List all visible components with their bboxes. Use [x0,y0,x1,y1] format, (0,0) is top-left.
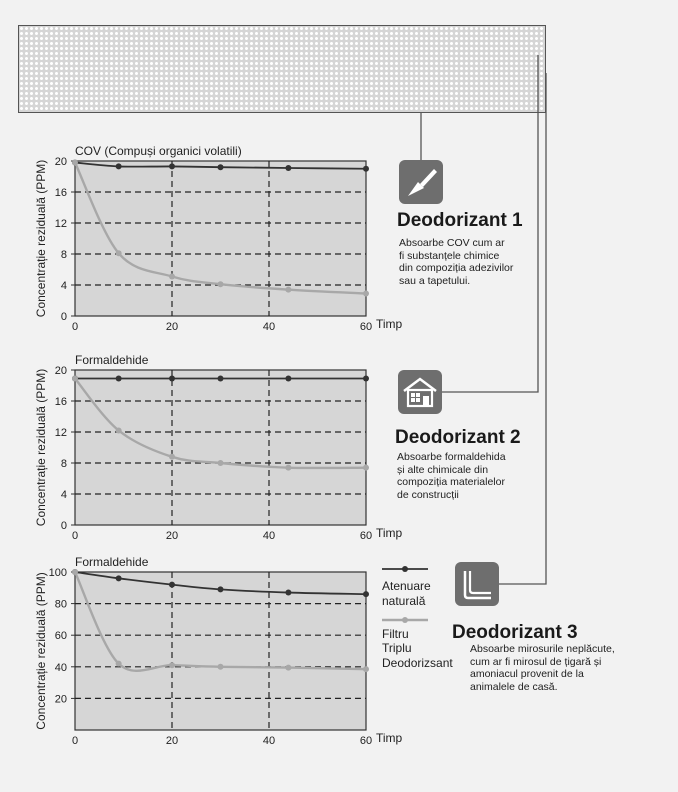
legend-marker-filter [402,617,408,623]
connector-line-3 [499,73,546,584]
x-tick-label: 60 [359,530,373,542]
y-tick-label: 60 [54,630,67,643]
legend-label-filter: Deodorizsant [382,656,453,670]
description-line: fi substanțele chimice [399,249,500,262]
data-point-filter [218,460,224,466]
data-point-filter [363,465,369,471]
data-point-natural [218,376,224,382]
sofa-icon [455,562,499,606]
x-tick-label: 40 [262,530,276,542]
x-tick-label: 20 [165,735,179,747]
data-point-filter [169,273,175,279]
legend-marker-natural [402,566,408,572]
y-tick-label: 8 [60,249,67,261]
y-tick-label: 12 [54,427,67,439]
data-point-natural [169,163,175,169]
legend-label-filter: Filtru [382,627,409,641]
y-tick-label: 20 [54,156,67,168]
chart-title: Formaldehide [75,353,149,367]
legend-label-natural: naturală [382,594,426,608]
chart-title: Formaldehide [75,555,149,569]
y-tick-label: 4 [60,280,67,292]
x-tick-label: 60 [359,735,373,747]
data-point-filter [363,666,369,672]
data-point-filter [116,427,122,433]
deodorizer-2-icon-box [398,370,442,414]
data-point-filter [169,662,175,668]
y-tick-label: 40 [54,661,67,674]
x-tick-label: 20 [165,321,179,333]
deodorizer-1-description [399,237,513,287]
data-point-filter [116,250,122,256]
description-line: de construcții [397,488,459,501]
data-point-filter [169,454,175,460]
spatula-icon [399,160,443,204]
data-point-natural [116,163,122,169]
data-point-filter [72,376,78,382]
data-point-filter [363,291,369,297]
plot-area [75,370,366,525]
x-tick-label: 0 [71,530,79,542]
data-point-natural [363,166,369,172]
x-axis-label: Timp [376,526,403,540]
legend-label-filter: Triplu [382,641,412,655]
y-tick-label: 20 [54,693,67,706]
y-tick-label: 4 [60,489,67,501]
y-tick-label: 20 [54,365,67,377]
data-point-filter [285,465,291,471]
y-axis-label: Concentrație reziduală (PPM) [34,572,48,730]
data-point-natural [218,164,224,170]
x-tick-label: 0 [71,321,79,333]
x-tick-label: 20 [165,530,179,542]
data-point-natural [285,165,291,171]
description-line: cum ar fi mirosul de țigară și [470,655,602,668]
data-point-natural [285,376,291,382]
data-point-natural [169,582,175,588]
deodorizer-3-icon-box [455,562,499,606]
y-tick-label: 8 [60,458,67,470]
y-axis-label: Concentrație reziduală (PPM) [34,368,48,527]
deodorizer-3-title: Deodorizant 3 [452,622,578,643]
description-line: sau a tapetului. [399,274,471,287]
x-axis-label: Timp [376,317,403,331]
house-icon [398,370,442,414]
y-tick-label: 0 [60,520,67,532]
deodorizer-2-description [397,451,506,501]
y-axis-label: Concentrație reziduală (PPM) [34,159,48,318]
y-tick-label: 0 [60,311,67,323]
plot-area [75,572,366,730]
y-tick-label: 80 [54,598,67,611]
data-point-filter [116,661,122,667]
x-tick-label: 40 [262,321,276,333]
x-tick-label: 40 [262,735,276,747]
description-line: Absoarbe formaldehida [397,451,506,463]
deodorizer-1-title: Deodorizant 1 [397,210,523,231]
deodorizer-2-title: Deodorizant 2 [395,427,521,448]
description-line: animalele de casă. [470,680,558,693]
y-tick-label: 16 [54,187,67,199]
data-point-filter [72,569,78,575]
data-point-filter [218,664,224,670]
description-line: Absoarbe mirosurile neplăcute, [470,643,615,655]
data-point-natural [363,591,369,597]
data-point-natural [285,590,291,596]
deodorizer-3-description [470,643,615,693]
y-tick-label: 100 [48,567,67,579]
data-point-natural [116,575,122,581]
description-line: compoziția materialelor [397,476,505,489]
x-axis-label: Timp [376,731,403,745]
legend-label-natural: Atenuare [382,579,431,593]
description-line: amoniacul provenit de la [470,668,584,681]
description-line: Absoarbe COV cum ar [399,237,505,249]
data-point-filter [218,281,224,287]
data-point-natural [169,376,175,382]
description-line: și alte chimicale din [397,463,489,476]
data-point-filter [285,665,291,671]
chart-title: COV (Compuși organici volatili) [75,144,242,158]
x-tick-label: 60 [359,321,373,333]
description-line: din compoziția adezivilor [399,262,514,275]
y-tick-label: 16 [54,396,67,408]
x-tick-label: 0 [71,735,79,747]
data-point-filter [285,287,291,293]
deodorizer-1-icon-box [399,160,443,204]
data-point-natural [116,376,122,382]
data-point-natural [218,586,224,592]
data-point-filter [72,160,78,166]
plot-area [75,161,366,316]
y-tick-label: 12 [54,218,67,230]
data-point-natural [363,376,369,382]
